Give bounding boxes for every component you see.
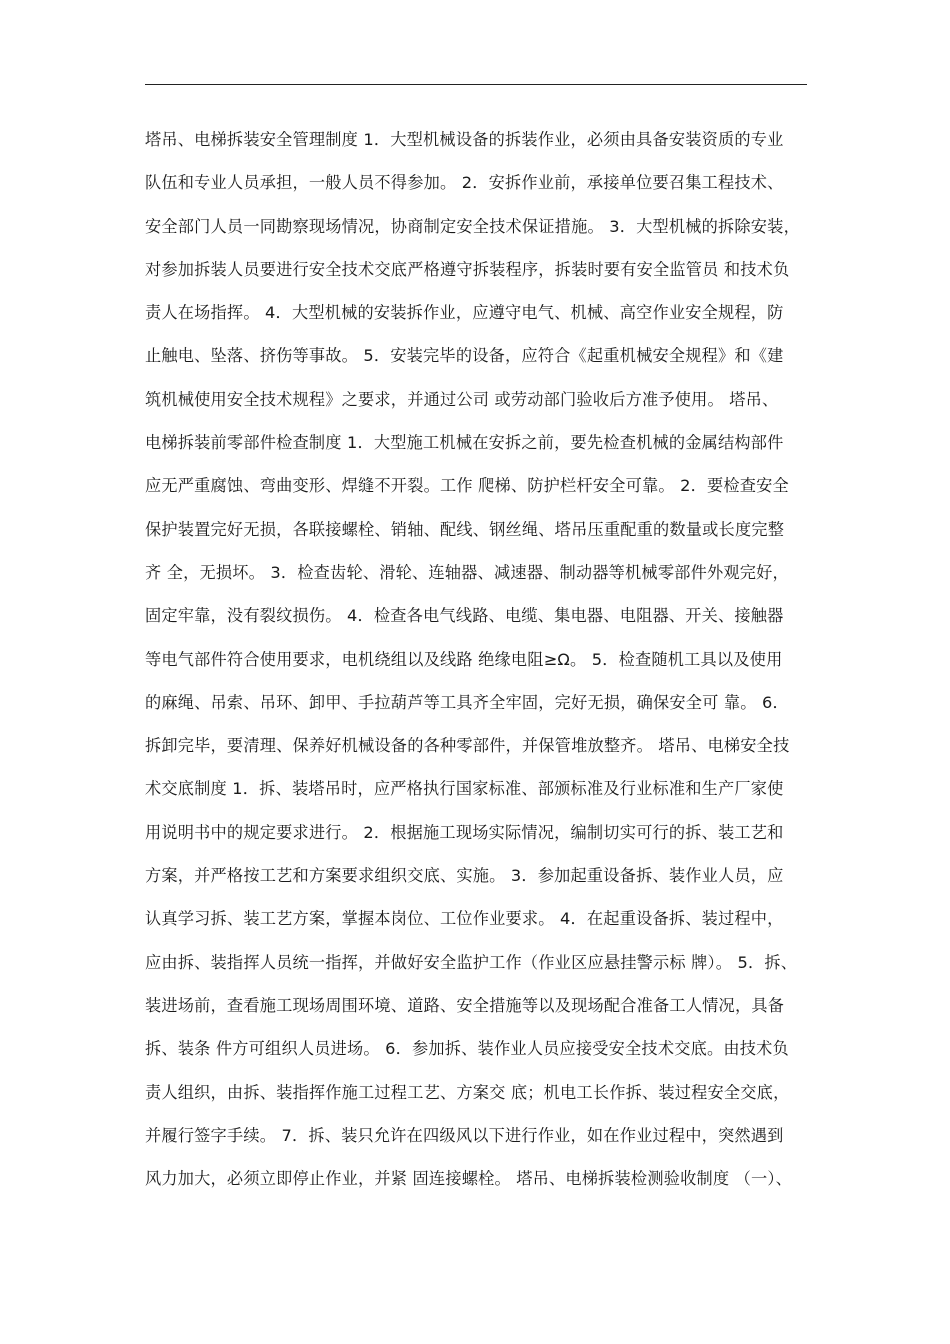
text-line: 齐 全，无损坏。 3．检查齿轮、滑轮、连轴器、减速器、制动器等机械零部件外观完好，: [145, 562, 789, 582]
text-line: 的麻绳、吊索、吊环、卸甲、手拉葫芦等工具齐全牢固，完好无损，确保安全可 靠。 6．: [145, 692, 789, 712]
text-line: 拆、装条 件方可组织人员进场。 6．参加拆、装作业人员应接受安全技术交底。由技术负: [145, 1039, 789, 1059]
text-line: 队伍和专业人员承担，一般人员不得参加。 2．安拆作业前，承接单位要召集工程技术、: [145, 173, 784, 193]
text-line: 认真学习拆、装工艺方案，掌握本岗位、工位作业要求。 4．在起重设备拆、装过程中，: [145, 909, 784, 929]
text-line: 用说明书中的规定要求进行。 2．根据施工现场实际情况，编制切实可行的拆、装工艺和: [145, 822, 784, 842]
text-line: 止触电、坠落、挤伤等事故。 5．安装完毕的设备，应符合《起重机械安全规程》和《建: [145, 346, 784, 366]
document-body: [145, 122, 825, 1204]
header-rule: [145, 84, 807, 85]
text-line: 并履行签字手续。 7．拆、装只允许在四级风以下进行作业，如在作业过程中，突然遇到: [145, 1125, 784, 1145]
text-line: 电梯拆装前零部件检查制度 1．大型施工机械在安拆之前，要先检查机械的金属结构部件: [145, 433, 784, 453]
text-line: 固定牢靠，没有裂纹损伤。 4．检查各电气线路、电缆、集电器、电阻器、开关、接触器: [145, 606, 784, 626]
text-line: 筑机械使用安全技术规程》之要求，并通过公司 或劳动部门验收后方准予使用。 塔吊、: [145, 389, 779, 409]
text-line: 方案，并严格按工艺和方案要求组织交底、实施。 3．参加起重设备拆、装作业人员，应: [145, 866, 784, 886]
text-line: 对参加拆装人员要进行安全技术交底严格遵守拆装程序，拆装时要有安全监管员 和技术负: [145, 259, 790, 279]
text-line: 应无严重腐蚀、弯曲变形、焊缝不开裂。工作 爬梯、防护栏杆安全可靠。 2．要检查安全: [145, 476, 789, 496]
text-line: 等电气部件符合使用要求，电机绕组以及线路 绝缘电阻≥Ω。 5．检查随机工具以及使用: [145, 649, 783, 669]
text-line: 拆卸完毕，要清理、保养好机械设备的各种零部件，并保管堆放整齐。 塔吊、电梯安全技: [145, 736, 790, 756]
text-line: 安全部门人员一同勘察现场情况，协商制定安全技术保证措施。 3．大型机械的拆除安装，: [145, 216, 800, 236]
text-line: 风力加大，必须立即停止作业，并紧 固连接螺栓。 塔吊、电梯拆装检测验收制度 （一）、: [145, 1169, 793, 1189]
text-line: 保护装置完好无损，各联接螺栓、销轴、配线、钢丝绳、塔吊压重配重的数量或长度完整: [145, 519, 785, 539]
text-line: 责人在场指挥。 4．大型机械的安装拆作业，应遵守电气、机械、高空作业安全规程，防: [145, 303, 784, 323]
text-line: 塔吊、电梯拆装安全管理制度 1．大型机械设备的拆装作业，必须由具备安装资质的专业: [145, 130, 784, 149]
text-line: 责人组织，由拆、装指挥作施工过程工艺、方案交 底；机电工长作拆、装过程安全交底，: [145, 1082, 790, 1102]
text-line: 应由拆、装指挥人员统一指挥，并做好安全监护工作（作业区应悬挂警示标 牌）。 5．拆、: [145, 952, 798, 972]
text-line: 装进场前，查看施工现场周围环境、道路、安全措施等以及现场配合准备工人情况，具备: [145, 995, 785, 1015]
text-line: 术交底制度 1．拆、装塔吊时，应严格执行国家标准、部颁标准及行业标准和生产厂家使: [145, 779, 784, 799]
